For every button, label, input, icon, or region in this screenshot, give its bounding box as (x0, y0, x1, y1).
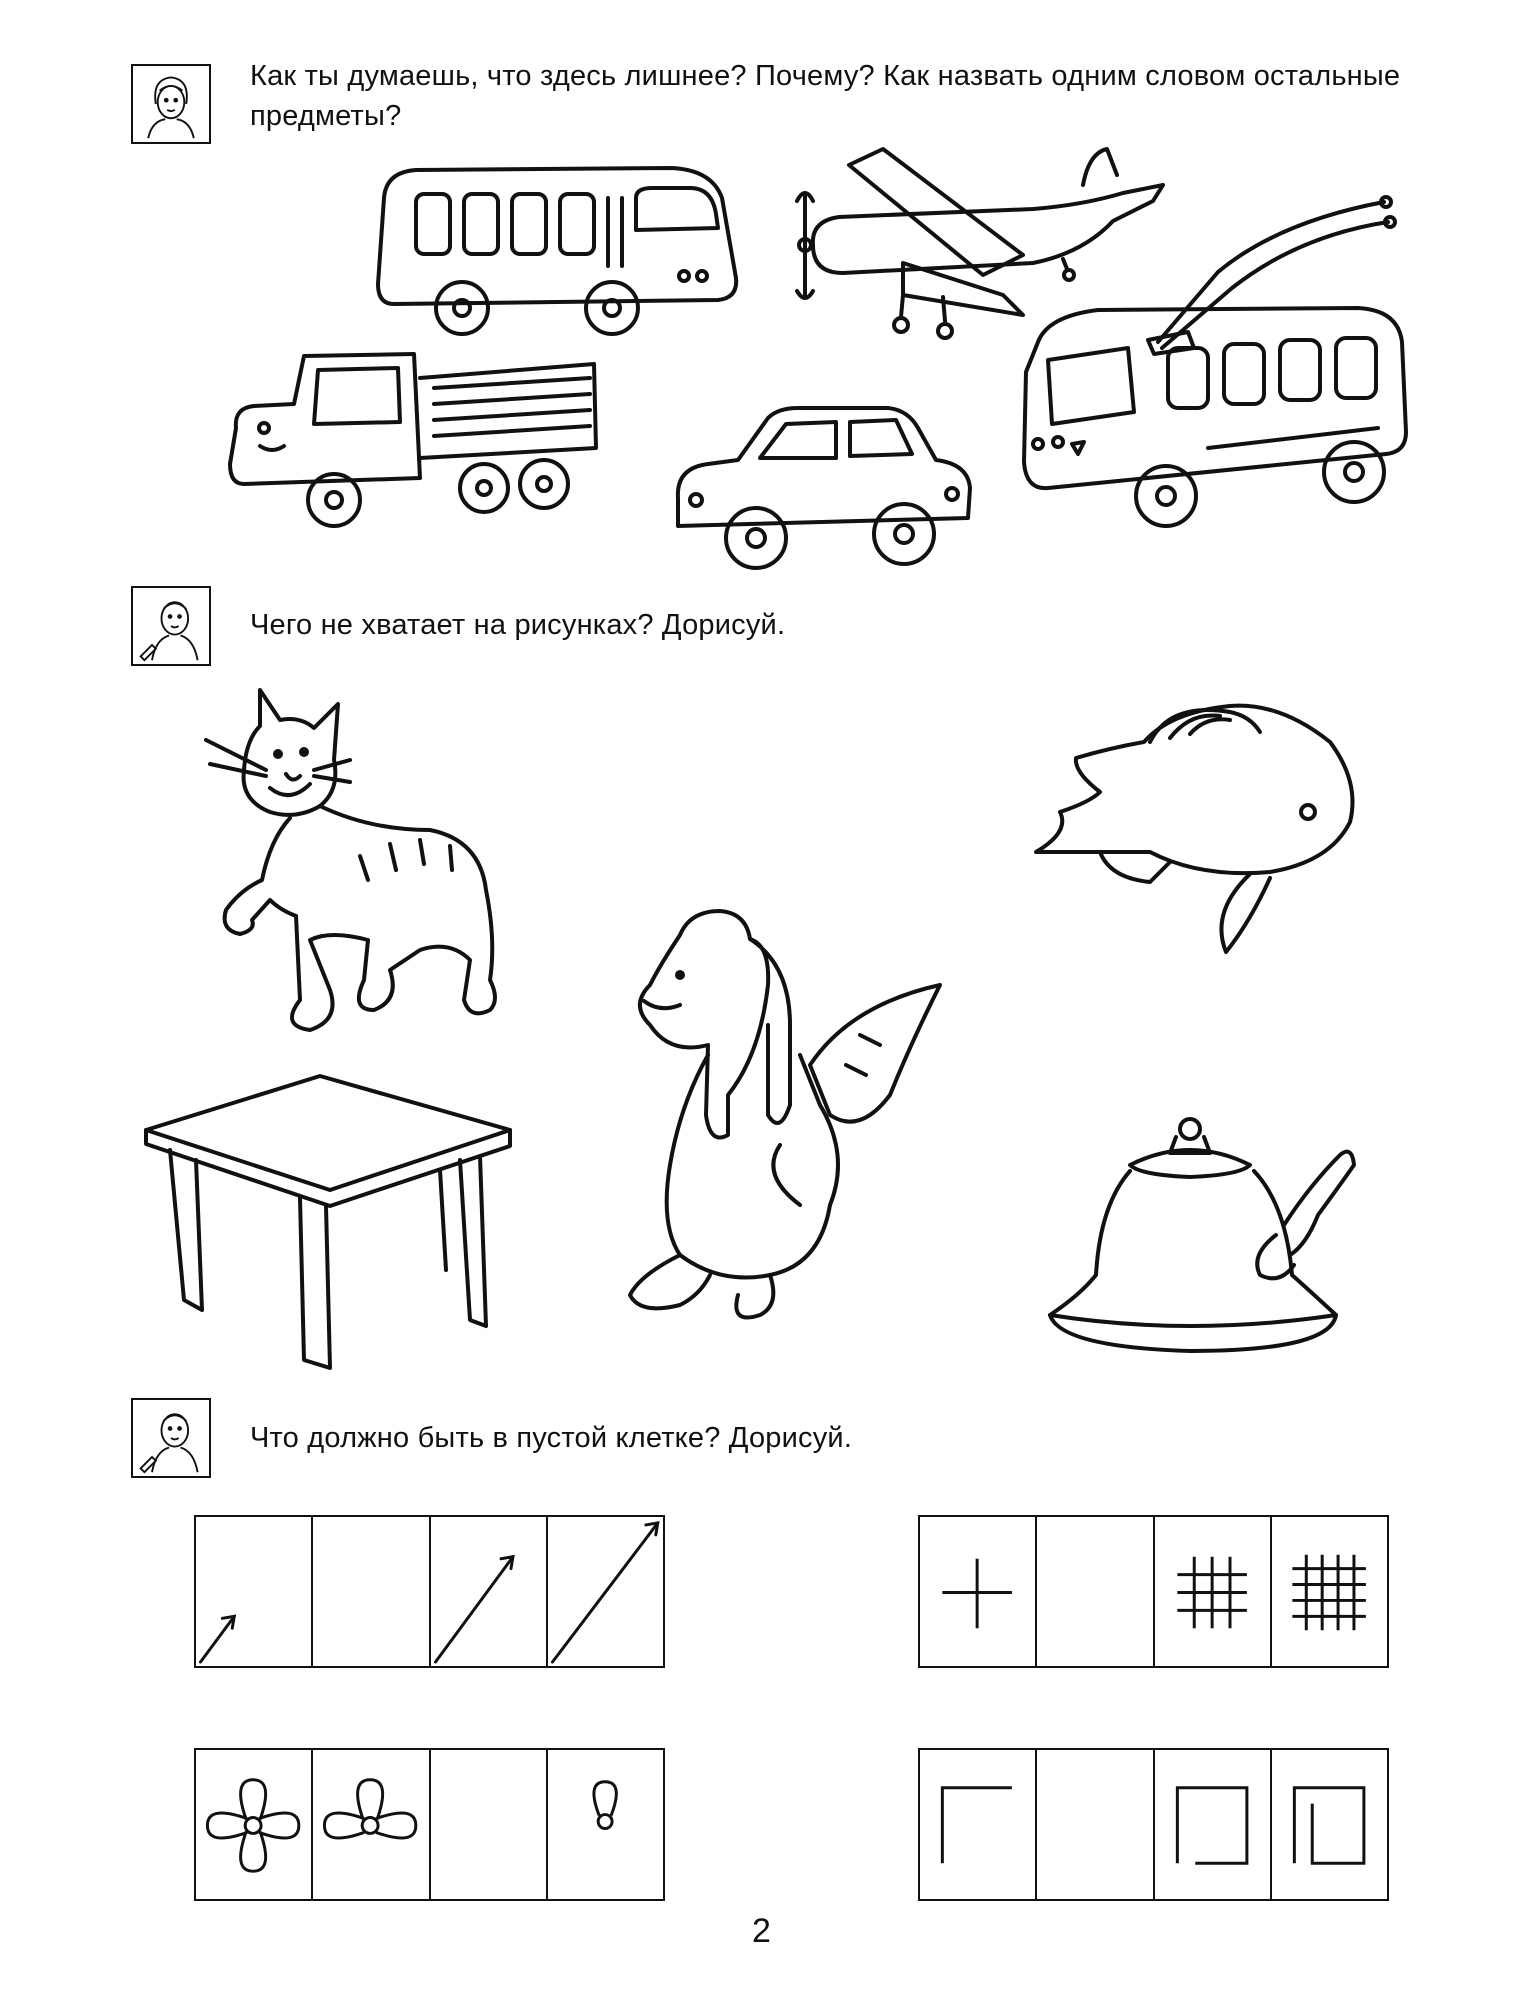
page-number: 2 (752, 1912, 771, 1950)
truck-drawing (224, 348, 604, 538)
pattern-cell (431, 1517, 548, 1666)
pattern-strip-flowers (194, 1748, 665, 1901)
pattern-cell (1272, 1517, 1387, 1666)
fish-drawing (1030, 702, 1360, 957)
pattern-cell (196, 1517, 313, 1666)
pattern-cell (196, 1750, 313, 1899)
pattern-strip-grids (918, 1515, 1389, 1668)
pattern-cell (1272, 1750, 1387, 1899)
task-2-text: Чего не хватает на рисунках? Дорисуй. (250, 609, 786, 641)
table-drawing (140, 1070, 520, 1380)
task-3-text: Что должно быть в пустой клетке? Дорисуй. (250, 1422, 853, 1454)
pattern-cell (920, 1750, 1037, 1899)
pattern-cell (920, 1517, 1037, 1666)
pattern-cell (313, 1750, 430, 1899)
teapot-drawing (1040, 1115, 1360, 1360)
empty-pattern-cell[interactable] (431, 1750, 548, 1899)
pattern-cell (1155, 1750, 1272, 1899)
empty-pattern-cell[interactable] (1037, 1517, 1154, 1666)
child-drawing-icon (131, 586, 211, 666)
empty-pattern-cell[interactable] (313, 1517, 430, 1666)
pattern-cell (548, 1750, 663, 1899)
child-face-icon (131, 64, 211, 144)
pattern-strip-corners (918, 1748, 1389, 1901)
pattern-cell (548, 1517, 663, 1666)
trolleybus-drawing (1018, 192, 1418, 552)
rabbit-drawing (620, 905, 950, 1345)
pattern-strip-arrows (194, 1515, 665, 1668)
pattern-cell (1155, 1517, 1272, 1666)
car-drawing (668, 398, 978, 578)
child-drawing-icon (131, 1398, 211, 1478)
empty-pattern-cell[interactable] (1037, 1750, 1154, 1899)
task-1-text: Как ты думаешь, что здесь лишнее? Почему? Как назвать одним словом остальные предметы? (250, 60, 1401, 132)
cat-drawing (200, 680, 530, 1045)
bus-drawing (372, 158, 742, 348)
